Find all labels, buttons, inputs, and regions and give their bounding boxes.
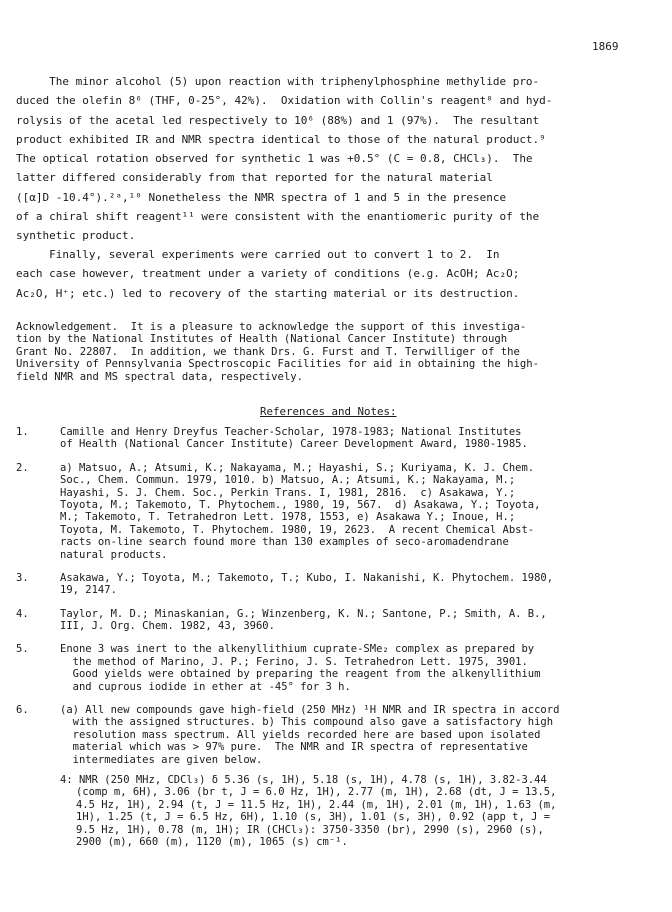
reference-line: of Health (National Cancer Institute) Career Development Award, 1980-1985. — [60, 438, 528, 451]
text-line: each case however, treatment under a variety of conditions (e.g. AcOH; Ac₂O; — [16, 267, 520, 281]
nmr-line: 1H), 1.25 (t, J = 6.5 Hz, 6H), 1.10 (s, 3H), 1.01 (s, 3H), 0.92 (app t, J = — [76, 811, 551, 824]
reference-number: 1. — [16, 426, 29, 438]
acknowledgement — [16, 321, 640, 383]
reference-line: Taylor, M. D.; Minaskanian, G.; Winzenberg, K. N.; Santone, P.; Smith, A. B., — [60, 607, 547, 620]
reference-line: the method of Marino, J. P.; Ferino, J. S. Tetrahedron Lett. 1975, 3901. — [60, 655, 528, 668]
reference-line: Toyota, M.; Takemoto, T. Phytochem., 1980, 19, 567. d) Asakawa, Y.; Toyota, — [60, 498, 541, 511]
nmr-line: 9.5 Hz, 1H), 0.78 (m, 1H); IR (CHCl₃): 3750-3350 (br), 2990 (s), 2960 (s), — [76, 823, 544, 836]
reference-number: 5. — [16, 643, 29, 656]
text-line: product exhibited IR and NMR spectra identical to those of the natural product.⁹ — [16, 132, 546, 146]
acknowledgement-line: Acknowledgement. It is a pleasure to acknowledge the support of this investiga- — [16, 321, 527, 333]
reference-line: Asakawa, Y.; Toyota, M.; Takemoto, T.; Kubo, I. Nakanishi, K. Phytochem. 1980, — [60, 571, 554, 584]
references-list — [16, 426, 640, 859]
text-line: Finally, several experiments were carried out to convert 1 to 2. In — [16, 248, 500, 261]
reference-line: and cuprous iodide in ether at -45° for 3 h. — [60, 680, 351, 693]
reference-item — [16, 643, 640, 693]
reference-line: with the assigned structures. b) This compound also gave a satisfactory high — [60, 716, 554, 729]
paragraph-1 — [16, 72, 638, 246]
nmr-line: (comp m, 6H), 3.06 (br t, J = 6.0 Hz, 1H), 2.77 (m, 1H), 2.68 (dt, J = 13.5, — [76, 786, 557, 799]
text-line: ([α]D -10.4°).²ᵃ,¹⁰ Nonetheless the NMR spectra of 1 and 5 in the presence — [16, 190, 507, 204]
text-line: rolysis of the acetal led respectively to 10⁶ (88%) and 1 (97%). The resultant — [16, 113, 540, 127]
reference-item — [16, 704, 640, 848]
reference-line: Soc., Chem. Commun. 1979, 1010. b) Matsuo, A.; Atsumi, K.; Nakayama, M.; — [60, 474, 516, 487]
reference-number: 6. — [16, 704, 29, 717]
text-line: The minor alcohol (5) upon reaction with triphenylphosphine methylide pro- — [16, 75, 540, 88]
reference-item — [16, 572, 640, 597]
paragraph-2 — [16, 245, 638, 303]
reference-line: 19, 2147. — [60, 584, 117, 597]
reference-line: III, J. Org. Chem. 1982, 43, 3960. — [60, 620, 275, 633]
text-line: of a chiral shift reagent¹¹ were consistent with the enantiomeric purity of the — [16, 210, 540, 224]
reference-item — [16, 608, 640, 633]
acknowledgement-line: University of Pennsylvania Spectroscopic Facilities for aid in obtaining the high- — [16, 358, 539, 371]
nmr-line: 4.5 Hz, 1H), 2.94 (t, J = 11.5 Hz, 1H), 2.44 (m, 1H), 2.01 (m, 1H), 1.63 (m, — [76, 798, 557, 811]
references-heading: References and Notes: — [260, 405, 397, 418]
reference-line: (a) All new compounds gave high-field (250 MHz) ¹H NMR and IR spectra in accord — [60, 704, 560, 717]
text-line: latter differed considerably from that reported for the natural material — [16, 171, 493, 185]
reference-line: Camille and Henry Dreyfus Teacher-Scholar, 1978-1983; National Institutes — [60, 426, 522, 438]
reference-line: Good yields were obtained by preparing the reagent from the alkenyllithium — [60, 668, 541, 681]
text-line: The optical rotation observed for synthetic 1 was +0.5° (C = 0.8, CHCl₃). The — [16, 152, 533, 166]
reference-line: resolution mass spectrum. All yields recorded here are based upon isolated — [60, 728, 541, 741]
nmr-data-block — [60, 774, 640, 848]
reference-line: Enone 3 was inert to the alkenyllithium cuprate-SMe₂ complex as prepared by — [60, 643, 535, 656]
reference-line: material which was > 97% pure. The NMR and IR spectra of representative — [60, 741, 528, 754]
reference-line: racts on-line search found more than 130 examples of seco-aromadendrane — [60, 536, 509, 549]
acknowledgement-line: tion by the National Institutes of Health (National Cancer Institute) through — [16, 333, 508, 346]
nmr-line: 2900 (m), 660 (m), 1120 (m), 1065 (s) cm⁻¹. — [76, 835, 348, 848]
reference-number: 3. — [16, 571, 29, 584]
reference-item — [16, 426, 640, 451]
reference-line: M.; Takemoto, T. Tetrahedron Lett. 1978, 1553, e) Asakawa Y.; Inoue, H.; — [60, 511, 516, 524]
reference-line: Hayashi, S. J. Chem. Soc., Perkin Trans. I, 1981, 2816. c) Asakawa, Y.; — [60, 486, 516, 499]
reference-line: Toyota, M. Takemoto, T. Phytochem. 1980, 19, 2623. A recent Chemical Abst- — [60, 523, 535, 536]
reference-line: intermediates are given below. — [60, 753, 263, 766]
text-line: synthetic product. — [16, 229, 136, 243]
reference-item — [16, 462, 640, 561]
nmr-line: 4: NMR (250 MHz, CDCl₃) δ 5.36 (s, 1H), 5.18 (s, 1H), 4.78 (s, 1H), 3.82-3.44 — [60, 773, 547, 786]
reference-line: natural products. — [60, 548, 168, 561]
text-line: duced the olefin 8⁶ (THF, 0-25°, 42%). Oxidation with Collin's reagent⁸ and hyd- — [16, 94, 553, 108]
acknowledgement-line: Grant No. 22807. In addition, we thank Drs. G. Furst and T. Terwilliger of the — [16, 345, 520, 358]
reference-number: 4. — [16, 607, 29, 620]
text-line: Ac₂O, H⁺; etc.) led to recovery of the starting material or its destruction. — [16, 286, 520, 300]
acknowledgement-line: field NMR and MS spectral data, respectively. — [16, 370, 304, 383]
reference-number: 2. — [16, 461, 29, 474]
reference-line: a) Matsuo, A.; Atsumi, K.; Nakayama, M.; Hayashi, S.; Kuriyama, K. J. Chem. — [60, 461, 535, 474]
page-number: 1869 — [592, 40, 619, 53]
